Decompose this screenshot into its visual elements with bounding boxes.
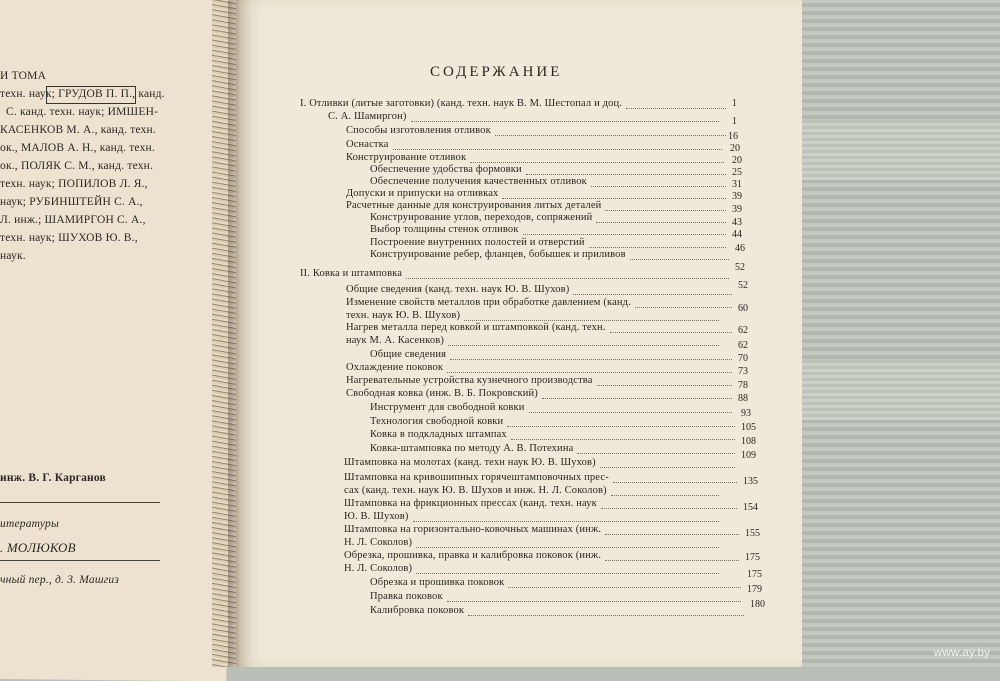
toc-entry-text: Обеспечение получения качественных отливок (370, 176, 587, 187)
toc-page-number: 31 (732, 179, 742, 190)
toc-dot-leader (613, 481, 737, 483)
toc-page-number: 20 (732, 155, 742, 166)
toc-dot-leader (577, 452, 735, 454)
divider (0, 502, 160, 503)
toc-page-number: 39 (732, 204, 742, 215)
toc-entry-text: Ковка-штамповка по методу А. В. Потехина (370, 443, 574, 454)
toc-page-number: 46 (735, 243, 745, 254)
toc-dot-leader (413, 520, 719, 522)
toc-dot-leader (600, 466, 735, 468)
toc-dot-leader (416, 572, 719, 574)
toc-dot-leader (406, 277, 729, 279)
toc-entry-text: Общие сведения (канд. техн. наук Ю. В. Шухов) (346, 284, 570, 295)
toc-entry-text: Конструирование ребер, фланцев, бобышек и приливов (370, 249, 626, 260)
toc-dot-leader (626, 107, 726, 109)
left-line: техн. наук; ШУХОВ Ю. В., (0, 232, 138, 244)
toc-entry-text: Ковка в подкладных штампах (370, 429, 507, 440)
toc-page-number: 73 (738, 366, 748, 377)
toc-page-number: 25 (732, 167, 742, 178)
toc-page-number: 105 (741, 422, 756, 433)
toc-dot-leader (468, 614, 744, 616)
left-line: КАСЕНКОВ М. А., канд. техн. (0, 124, 156, 136)
toc-entry-text: Правка поковок (370, 591, 443, 602)
toc-dot-leader (464, 319, 719, 321)
literature-label: итературы (0, 518, 59, 530)
toc-entry-text: техн. наук Ю. В. Шухов) (346, 310, 461, 321)
toc-page-number: 108 (741, 436, 756, 447)
toc-dot-leader (605, 559, 739, 561)
toc-dot-leader (450, 358, 732, 360)
toc-dot-leader (447, 600, 741, 602)
toc-entry-text: Построение внутренних полостей и отверстий (370, 237, 585, 248)
toc-entry-text: Штамповка на молотах (канд. техн наук Ю. В. Шухов) (344, 457, 596, 468)
toc-entry-text: Выбор толщины стенок отливок (370, 224, 519, 235)
toc-entry-text: Изменение свойств металлов при обработке давлением (канд. (346, 297, 631, 308)
left-line: И ТОМА (0, 70, 47, 82)
gutter-shadow (228, 0, 240, 667)
towel-band (790, 120, 1000, 180)
toc-dot-leader (611, 494, 719, 496)
toc-page-number: 20 (730, 143, 740, 154)
toc-dot-leader (542, 397, 732, 399)
toc-dot-leader (591, 185, 726, 187)
toc-entry-text: Штамповка на фрикционных прессах (канд. техн. наук (344, 498, 597, 509)
toc-entry-text: Обрезка и прошивка поковок (370, 577, 505, 588)
toc-entry-text: Калибровка поковок (370, 605, 465, 616)
toc-page-number: 1 (732, 98, 737, 109)
toc-dot-leader (511, 438, 735, 440)
toc-dot-leader (523, 233, 726, 235)
towel-background (790, 0, 1000, 667)
toc-dot-leader (393, 148, 722, 150)
toc-dot-leader (596, 221, 726, 223)
toc-entry-text: Допуски и припуски на отливках (346, 188, 499, 199)
toc-page-number: 39 (732, 191, 742, 202)
toc-entry-text: Нагрев металла перед ковкой и штамповкой (канд. техн. (346, 322, 606, 333)
toc-dot-leader (411, 120, 719, 122)
towel-band (790, 360, 1000, 420)
toc-entry-text: Охлаждение поковок (346, 362, 444, 373)
toc-entry-text: Обеспечение удобства формовки (370, 164, 522, 175)
toc-page-number: 88 (738, 393, 748, 404)
toc-entry-text: Н. Л. Соколов) (344, 563, 413, 574)
toc-entry-text: Нагревательные устройства кузнечного производства (346, 375, 593, 386)
toc-entry-text: С. А. Шамиргон) (328, 111, 407, 122)
toc-page-number: 52 (738, 280, 748, 291)
toc-entry-text: Н. Л. Соколов) (344, 537, 413, 548)
editor-credit: инж. В. Г. Карганов (0, 472, 106, 484)
toc-page-number: 70 (738, 353, 748, 364)
toc-page-number: 1 (732, 116, 737, 127)
toc-entry-text: Способы изготовления отливок (346, 125, 491, 136)
toc-entry-text: Свободная ковка (инж. В. Б. Покровский) (346, 388, 538, 399)
name-box-outline (46, 86, 136, 104)
toc-dot-leader (447, 371, 732, 373)
toc-dot-leader (526, 173, 726, 175)
toc-dot-leader (470, 161, 724, 163)
left-line: Л. инж.; ШАМИРГОН С. А., (0, 214, 146, 226)
toc-page-number: 135 (743, 476, 758, 487)
toc-dot-leader (507, 425, 735, 427)
toc-dot-leader (589, 246, 726, 248)
left-line: техн. наук; ГРУДОВ П. П., канд. (0, 88, 165, 100)
toc-dot-leader (573, 293, 732, 295)
toc-page-number: 62 (738, 325, 748, 336)
toc-entry-text: Штамповка на горизонтально-ковочных машинах (инж. (344, 524, 602, 535)
toc-dot-leader (610, 331, 732, 333)
left-line: техн. наук; ПОПИЛОВ Л. Я., (0, 178, 148, 190)
toc-entry-text: сах (канд. техн. наук Ю. В. Шухов и инж. Н. Л. Соколов) (344, 485, 607, 496)
left-line: наук. (0, 250, 26, 262)
toc-page-number: 93 (741, 408, 751, 419)
toc-entry-text: Расчетные данные для конструирования литых деталей (346, 200, 602, 211)
toc-dot-leader (635, 306, 732, 308)
toc-entry-text: Общие сведения (370, 349, 447, 360)
toc-entry-text: Конструирование отливок (346, 152, 467, 163)
toc-entry-text: Инструмент для свободной ковки (370, 402, 525, 413)
toc-entry-text: Технология свободной ковки (370, 416, 504, 427)
toc-page-number: 175 (745, 552, 760, 563)
toc-entry-text: II. Ковка и штамповка (300, 268, 403, 279)
toc-page-number: 175 (747, 569, 762, 580)
toc-dot-leader (605, 533, 739, 535)
toc-page-number: 155 (745, 528, 760, 539)
toc-entry-text: Обрезка, прошивка, правка и калибровка поковок (инж. (344, 550, 602, 561)
toc-dot-leader (495, 134, 726, 136)
publisher-address: чный пер., д. 3. Машгиз (0, 574, 120, 586)
left-line: наук; РУБИНШТЕЙН С. А., (0, 196, 143, 208)
toc-page-number: 109 (741, 450, 756, 461)
toc-dot-leader (416, 546, 719, 548)
toc-page-number: 52 (735, 262, 745, 273)
watermark: www.ay.by (933, 645, 990, 659)
toc-page-number: 44 (732, 229, 742, 240)
divider (0, 560, 160, 561)
left-line: ок., МАЛОВ А. Н., канд. техн. (0, 142, 155, 154)
toc-dot-leader (601, 507, 737, 509)
toc-entry-text: Штамповка на кривошипных горячештамповочных прес- (344, 472, 609, 483)
toc-page-number: 180 (750, 599, 765, 610)
toc-page-number: 43 (732, 217, 742, 228)
toc-dot-leader (502, 197, 726, 199)
toc-entry-text: Конструирование углов, переходов, сопряжений (370, 212, 593, 223)
toc-entry-text: Оснастка (346, 139, 389, 150)
toc-page-number: 62 (738, 340, 748, 351)
toc-page-number: 60 (738, 303, 748, 314)
toc-entry-text: наук М. А. Касенков) (346, 335, 445, 346)
toc-dot-leader (508, 586, 741, 588)
toc-dot-leader (605, 209, 726, 211)
contents-title: СОДЕРЖАНИЕ (430, 64, 563, 80)
toc-dot-leader (529, 411, 732, 413)
left-line: ок., ПОЛЯК С. М., канд. техн. (0, 160, 154, 172)
toc-page-number: 16 (728, 131, 738, 142)
toc-dot-leader (630, 258, 729, 260)
literature-editor: . МОЛЮКОВ (0, 540, 76, 555)
toc-entry-text: Ю. В. Шухов) (344, 511, 409, 522)
toc-page-number: 78 (738, 380, 748, 391)
toc-page-number: 179 (747, 584, 762, 595)
toc-dot-leader (597, 384, 732, 386)
left-line: С. канд. техн. наук; ИМШЕН- (6, 106, 159, 118)
toc-page-number: 154 (743, 502, 758, 513)
toc-dot-leader (448, 344, 719, 346)
toc-entry-text: I. Отливки (литые заготовки) (канд. техн. наук В. М. Шестопал и доц. (300, 98, 623, 109)
